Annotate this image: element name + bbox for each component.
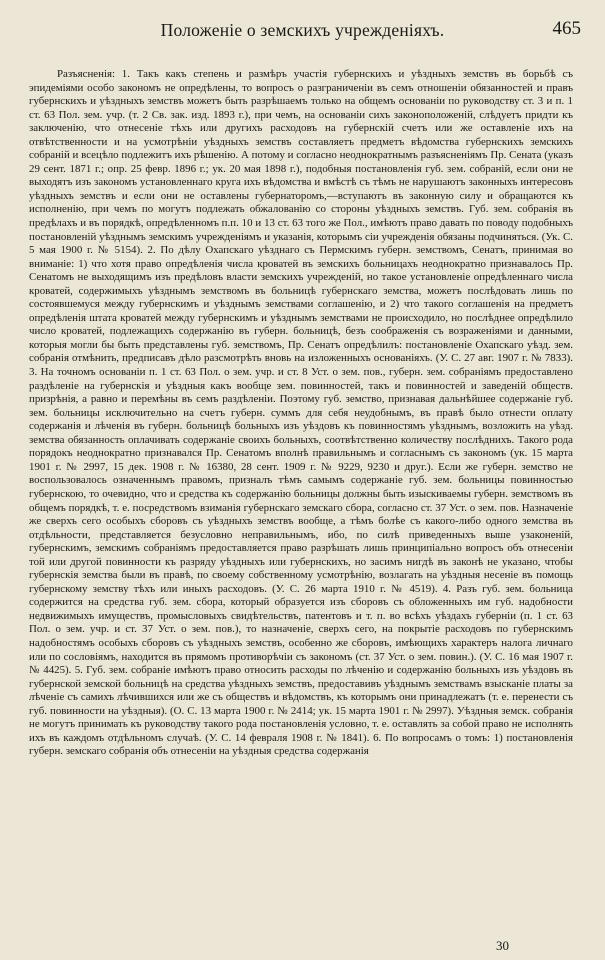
printer-signature-mark: 30	[496, 938, 509, 953]
body-text	[29, 68, 573, 759]
explanations-paragraph: Разъясненія: 1. Такъ какъ степень и размѣръ участія губернскихъ и уѣздныхъ земствъ въ борьбѣ съ эпидеміями особо закономъ не опредѣлены, то вопросъ о разграниченіи въ семъ отношеніи обязанностей и правъ губернскихъ и уѣздныхъ земствъ можетъ быть разрѣшаемъ только на общемъ основаніи по руководству ст. 3 и п. 1 ст. 63 Пол. зем. учр. (т. 2 Св. зак. изд. 1893 г.), при чемъ, на основаніи сихъ законоположеній, слѣдуетъ придти къ заключенію, что отнесеніе тѣхъ или другихъ расходовъ на губернскій счетъ или же оставленіе ихъ на отвѣтственности и на усмотрѣніи уѣздныхъ земствъ составляетъ предметъ вѣдомства губернскихъ земскихъ собраній и всецѣло подлежитъ ихъ рѣшенію. А потому и согласно неоднократнымъ разъясненіямъ Пр. Сената (указъ 29 сент. 1871 г.; опр. 25 февр. 1896 г.; ук. 20 мая 1898 г.), подобныя постановленія губ. зем. собраній, если они не выходятъ изъ закономъ установленнаго круга ихъ вѣдомства и вмѣстѣ съ тѣмъ не нарушаютъ законныхъ интересовъ уѣздныхъ земствъ и если они не оставлены губернаторомъ,—вступаютъ въ законную силу и обращаются къ исполненію, при чемъ по могутъ подлежать обжалованію со стороны уѣздныхъ земствъ. Губ. зем. собранія въ предѣлахъ и въ порядкѣ, опредѣленномъ п.п. 10 и 13 ст. 63 того же Пол., имѣютъ право давать по поводу подобныхъ постановленій уѣзднымъ земскимъ учрежденіямъ и указанія, которымъ сіи учрежденія обязаны подчиняться. (Ук. С. 5 мая 1900 г. № 5154). 2. По дѣлу Охапскаго уѣзднаго съ Пермскимъ губерн. земствомъ, Сенатъ, принимая во вниманіе: 1) что хотя право опредѣленія числа кроватей въ земскихъ больницахъ неоднократно признавалось Пр. Сенатомъ не выходящимъ изъ предѣловъ власти земскихъ учрежденій, но такое установленіе опредѣленнаго числа кроватей, содержимыхъ уѣзднымъ земствомъ въ больницѣ губернскаго земства, можетъ послѣдовать лишь по состоявшемуся между губернскимъ и уѣзднымъ земствами соглашенію, и 2) что такого соглашенія на предметъ опредѣленія штата кроватей между губернскимъ и уѣзднымъ земствами не происходило, но послѣднее опредѣлило число кроватей, подлежащихъ содержанію въ губерн. больницѣ, безъ соображенія съ возраженіями и данными, которыя могли бы быть представлены губ. земствомъ, Пр. Сенатъ опредѣлилъ: постановленіе Охапскаго уѣзд. зем. собранія отмѣнить, предписавъ дѣло разсмотрѣть вновь на изложенныхъ основаніяхъ. (У. С. 27 авг. 1907 г. № 7833). 3. На точномъ основаніи п. 1 ст. 63 Пол. о зем. учр. и ст. 8 Уст. о зем. пов., губерн. зем. собраніямъ предоставлено раздѣленіе на губернскія и уѣздныя какъ вообще зем. повинностей, такъ и повинностей и заведеній общеcтв. призрѣнія, а равно и перемѣны въ семъ раздѣленіи. Поэтому губ. земство, признавая дальнѣйшее содержаніе губ. зем. больницы исключительно на счетъ губерн. суммъ для себя неудобнымъ, въ правѣ было отнести оплату содержанія и лѣченія въ губерн. больницѣ больныхъ изъ уѣздовъ къ повинностямъ уѣзднымъ, возложить на уѣзд. земства обязанность оплачивать содержаніе своихъ больныхъ, соотвѣтственно количеству послѣднихъ. Такого рода порядокъ неоднократно признавался Пр. Сенатомъ вполнѣ правильнымъ и согласнымъ съ закономъ (ук. 15 марта 1901 г. № 2997, 15 дек. 1908 г. № 16380, 28 сент. 1909 г. № 9229, 9230 и друг.). Если же губерн. земство не воспользовалось означеннымъ правомъ, призналъ тѣмъ самымъ содержаніе губ. зем. больницы повинностью губернскою, то очевидно, что и средства къ содержанію больницы должны быть изыскиваемы губерн. земствомъ въ общемъ порядкѣ, т. е. посредствомъ взиманія губернскаго земскаго сбора, согласно ст. 37 Уст. о зем. пов. Назначеніе же сверхъ сего особыхъ сборовъ съ уѣздныхъ земствъ вообще, а тѣмъ болѣе съ какого-либо одного земства въ отдѣльности, представляется безусловно неправильнымъ, ибо, по силѣ приведенныхъ выше узаконеній, губернскимъ, земскимъ собраніямъ предоставляется право разрѣшать лишь принципіально вопросъ объ отнесеніи той или другой повинности къ разряду уѣздныхъ или губернскихъ, но засимъ нигдѣ въ законѣ не указано, чтобы губернскія земства были въ правѣ, по своему собственному усмотрѣнію, возлагать на уѣздныя несеніе въ помощь губернскому земству тѣхъ или иныхъ расходовъ. (У. С. 26 марта 1910 г. № 4519). 4. Разъ губ. зем. больница содержится на средства губ. зем. сбора, который образуется изъ сборовъ съ обложенныхъ им губ. надобности недвижимыхъ имуществъ, промысловыхъ свидѣтельствъ, патентовъ и т. п. во всѣхъ уѣздахъ губерніи (п. 1 ст. 63 Пол. о зем. учр. и ст. 37 Уст. о зем. пов.), то назначеніе, сверхъ сего, на покрытіе расходовъ по губернскимъ надобностямъ особыхъ сборовъ съ уѣздныхъ земствъ, особенно же сборовъ, имѣющихъ характеръ налога личнаго или по сословіямъ, находится въ прямомъ противорѣчіи съ закономъ (ст. 37 Уст. о зем. повин.). (У. С. 16 мая 1907 г. № 4425). 5. Губ. зем. собраніе имѣютъ право относить расходы по лѣченію и содержанію больныхъ изъ уѣздовъ въ губернской земской больницѣ на средства уѣздныхъ земствъ, предоставивъ уѣзднымъ земствамъ взысканіе платы за лѣченіе съ самихъ лѣчившихся или же съ обществъ и вѣдомствъ, къ которымъ они принадлежатъ (т. е. перенести съ губ. повинности на уѣздныя). (О. С. 13 марта 1900 г. № 2414; ук. 15 марта 1901 г. № 2997). Уѣздныя земск. собранія не могутъ принимать къ руководству такого рода постановленія условно, т. е. оставлять за собой право не исполнять ихъ въ каждомъ отдѣльномъ случаѣ. (У. С. 14 февраля 1908 г. № 1841). 6. По вопросамъ о томъ: 1) постановленія губерн. земскаго собранія объ отнесеніи на уѣздныя средства содержанія	[29, 68, 573, 758]
page-number: 465	[552, 18, 581, 39]
running-title: Положеніе о земскихъ учрежденіяхъ.	[160, 20, 445, 40]
page-header	[22, 14, 583, 44]
